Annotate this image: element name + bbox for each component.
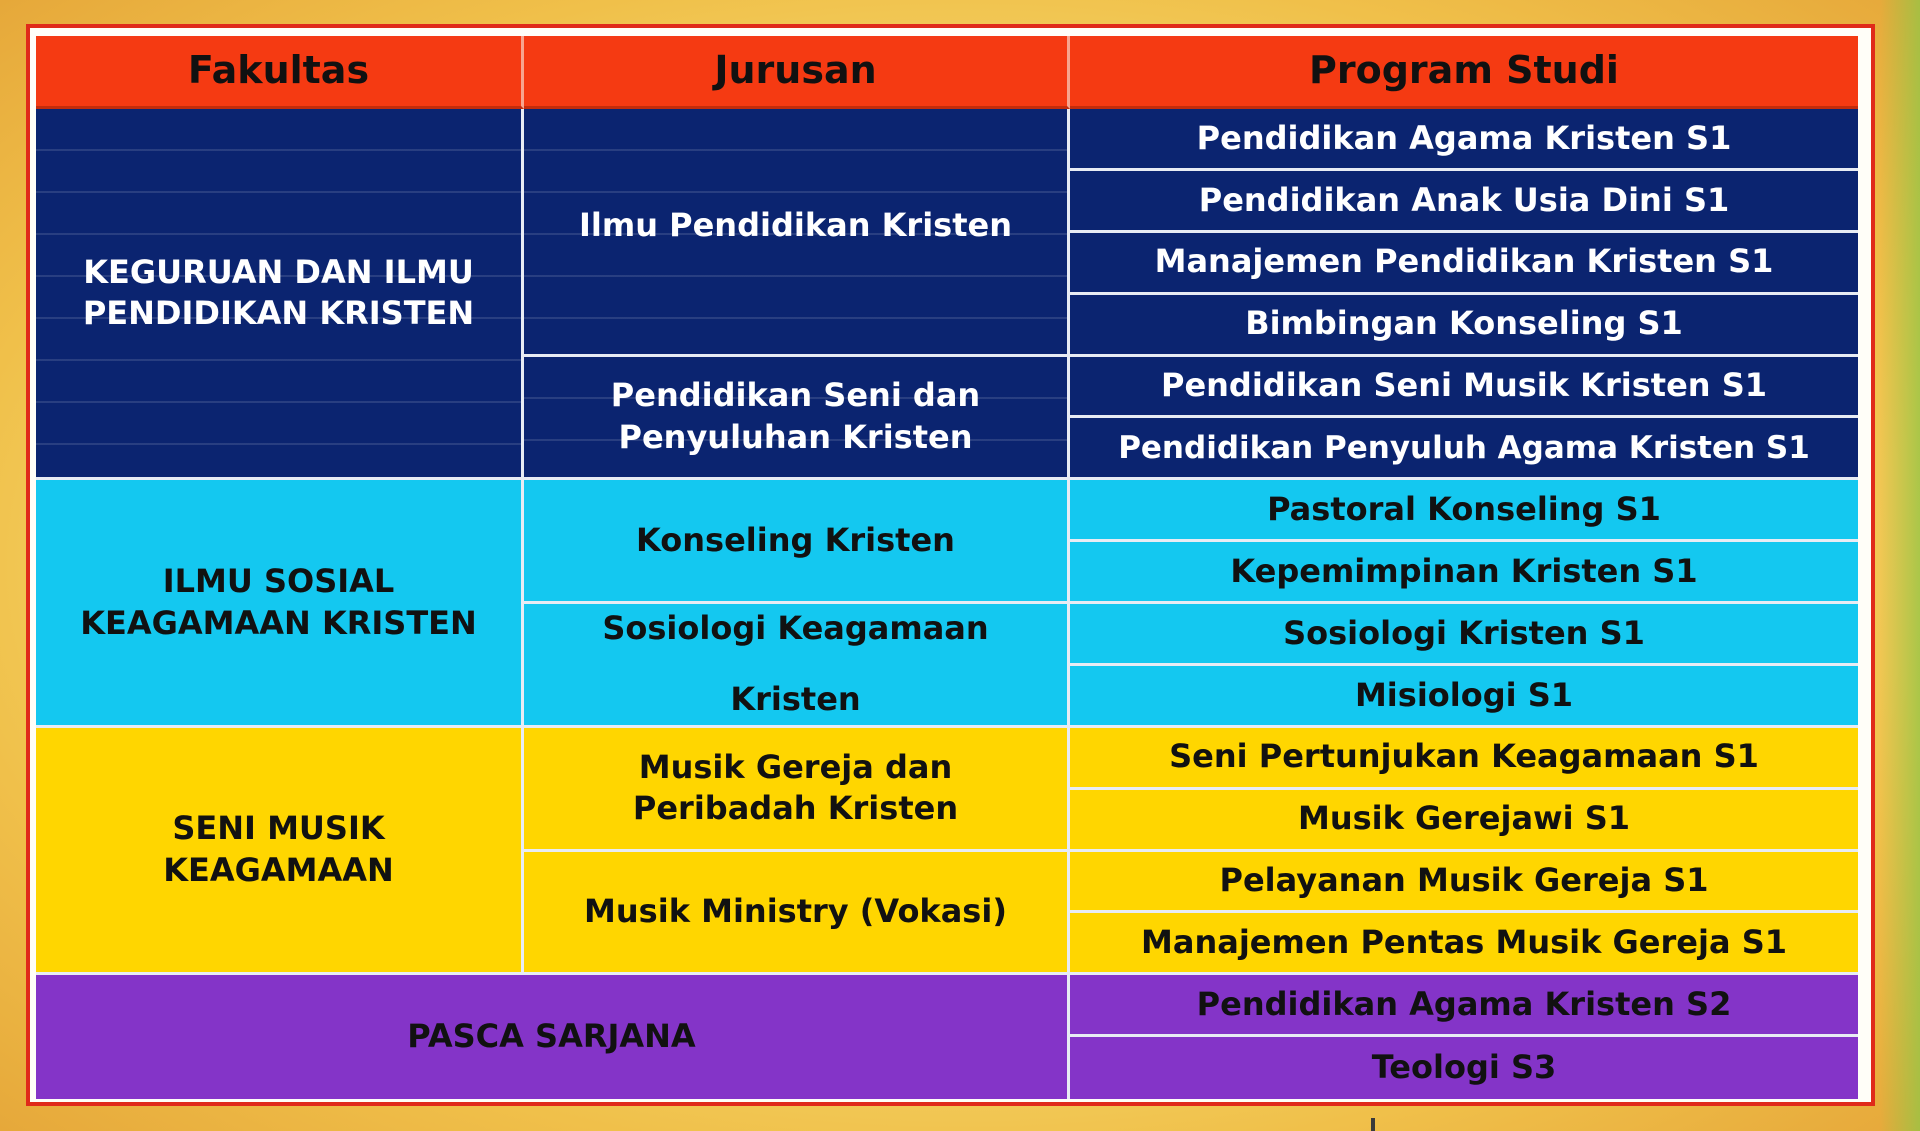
department-konseling-kristen xyxy=(524,480,1070,604)
program-cell: Pastoral Konseling S1 xyxy=(1070,480,1858,542)
department-musik-gereja xyxy=(524,728,1070,852)
faculty-name: ILMU SOSIAL KEAGAMAAN KRISTEN xyxy=(80,561,477,642)
header-department: Jurusan xyxy=(524,36,1070,109)
department-ilmu-pendidikan xyxy=(524,109,1070,357)
department-seni-penyuluhan xyxy=(524,357,1070,481)
faculty-ilmu-sosial xyxy=(36,480,524,728)
header-program: Program Studi xyxy=(1070,36,1858,109)
faculty-name: SENI MUSIK KEAGAMAAN xyxy=(163,809,394,889)
background-glow xyxy=(1880,0,1920,1131)
faculty-name: KEGURUAN DAN ILMU PENDIDIKAN KRISTEN xyxy=(82,252,475,333)
program-cell: Pendidikan Penyuluh Agama Kristen S1 xyxy=(1070,418,1858,480)
program-cell: Manajemen Pendidikan Kristen S1 xyxy=(1070,233,1858,295)
program-cell: Seni Pertunjukan Keagamaan S1 xyxy=(1070,728,1858,790)
department-name-line2: Kristen xyxy=(730,680,861,719)
faculty-seni-musik xyxy=(36,728,524,976)
program-cell: Kepemimpinan Kristen S1 xyxy=(1070,542,1858,604)
department-name: Pendidikan Seni dan Penyuluhan Kristen xyxy=(610,376,981,456)
cursor-mark xyxy=(1371,1118,1375,1131)
department-name: Konseling Kristen xyxy=(636,520,955,559)
department-name-line1: Sosiologi Keagamaan xyxy=(602,609,989,647)
program-cell: Sosiologi Kristen S1 xyxy=(1070,604,1858,666)
program-cell: Pendidikan Agama Kristen S2 xyxy=(1070,975,1858,1037)
program-cell: Manajemen Pentas Musik Gereja S1 xyxy=(1070,913,1858,975)
program-cell: Musik Gerejawi S1 xyxy=(1070,790,1858,852)
program-cell: Pendidikan Anak Usia Dini S1 xyxy=(1070,171,1858,233)
department-sosiologi-keagamaan xyxy=(524,604,1070,728)
department-name: Musik Ministry (Vokasi) xyxy=(584,892,1007,931)
department-name: Musik Gereja dan Peribadah Kristen xyxy=(632,747,959,828)
faculty-program-table xyxy=(36,36,1858,1099)
program-cell: Teologi S3 xyxy=(1070,1037,1858,1099)
faculty-pasca-sarjana xyxy=(36,975,1070,1099)
header-faculty: Fakultas xyxy=(36,36,524,109)
program-cell: Pendidikan Seni Musik Kristen S1 xyxy=(1070,357,1858,419)
department-musik-ministry xyxy=(524,852,1070,976)
department-name: Ilmu Pendidikan Kristen xyxy=(579,206,1012,244)
program-cell: Bimbingan Konseling S1 xyxy=(1070,295,1858,357)
program-cell: Pelayanan Musik Gereja S1 xyxy=(1070,852,1858,914)
program-cell: Pendidikan Agama Kristen S1 xyxy=(1070,109,1858,171)
faculty-name: PASCA SARJANA xyxy=(407,1017,696,1056)
program-cell: Misiologi S1 xyxy=(1070,666,1858,728)
faculty-keguruan xyxy=(36,109,524,480)
